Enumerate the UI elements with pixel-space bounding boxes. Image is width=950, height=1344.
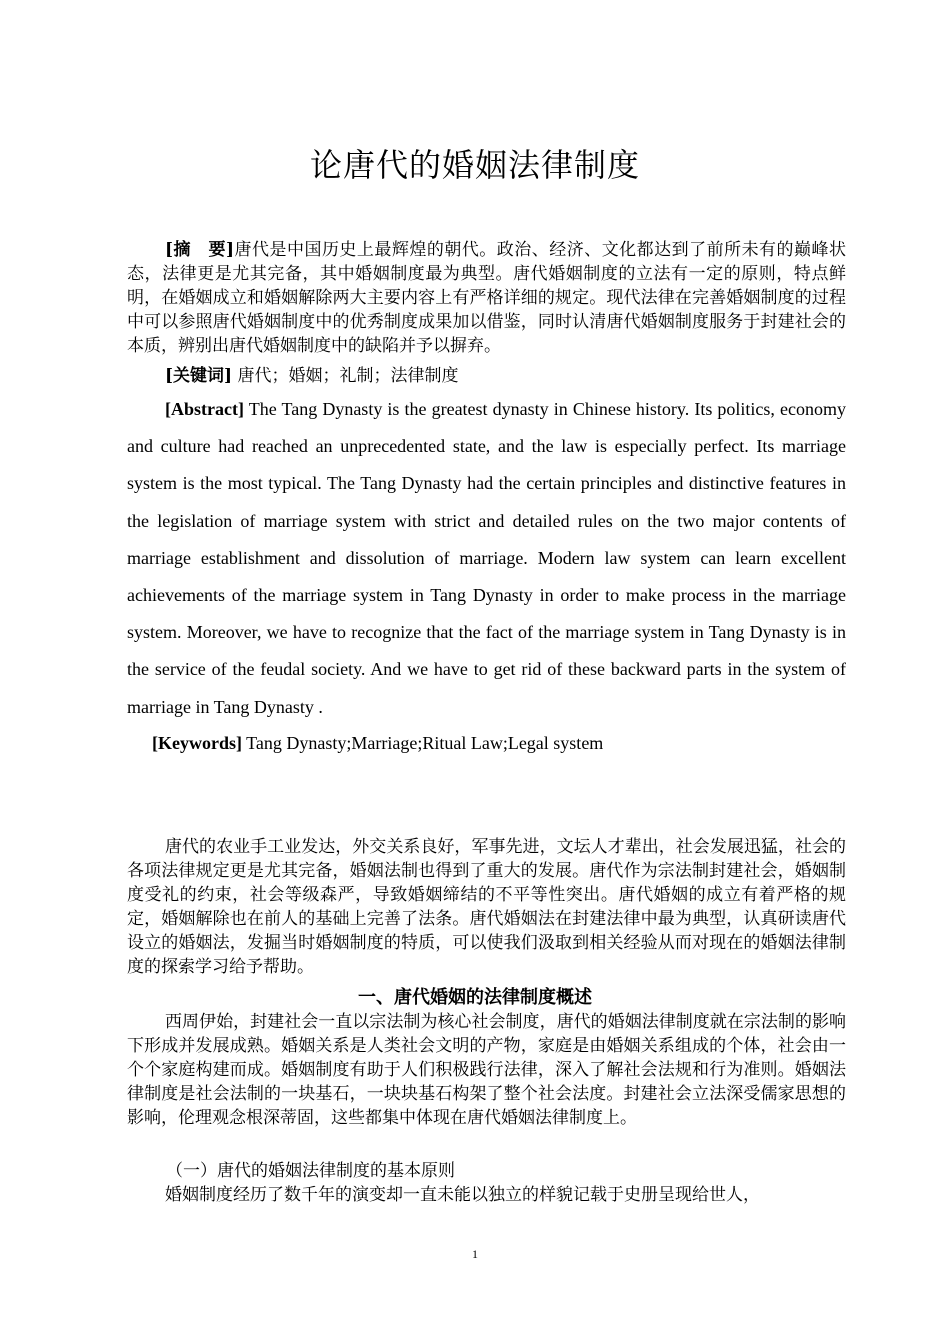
section-heading: 一、唐代婚姻的法律制度概述: [358, 987, 592, 1008]
chinese-abstract: [127, 238, 846, 358]
keywords-text: 唐代；婚姻；礼制；法律制度: [232, 366, 459, 386]
english-abstract-text: The Tang Dynasty is the greatest dynasty in Chinese history. Its politics, economy and culture had reached an unprecedented state, and the law is especially perfect. Its marriage system is the most typical. The Tang Dynasty had the certain principles and distinctive features in the legislation of marriage system with strict and detailed rules on the two major contents of marriage establishment and dissolution of marriage. Modern law system can learn excellent achievements of the marriage system in Tang Dynasty in order to make process in the marriage system. Moreover, we have to recognize that the fact of the marriage system in Tang Dynasty is in the service of the feudal society. And we have to get rid of these backward parts in the system of marriage in Tang Dynasty .: [127, 399, 846, 717]
subsection-paragraph: 婚姻制度经历了数千年的演变却一直未能以独立的样貌记载于史册呈现给世人，: [165, 1185, 760, 1205]
english-keywords-text: Tang Dynasty;Marriage;Ritual Law;Legal system: [241, 733, 604, 753]
intro-paragraph: 唐代的农业手工业发达，外交关系良好，军事先进，文坛人才辈出，社会发展迅猛，社会的各项法律规定更是尤其完备，婚姻法制也得到了重大的发展。唐代作为宗法制封建社会，婚姻制度受礼的约束，社会等级森严，导致婚姻缔结的不平等性突出。唐代婚姻的成立有着严格的规定，婚姻解除也在前人的基础上完善了法条。唐代婚姻法在封建法律中最为典型，认真研读唐代设立的婚姻法，发掘当时婚姻制度的特质，可以使我们汲取到相关经验从而对现在的婚姻法律制度的探索学习给予帮助。: [127, 837, 846, 977]
abstract-label: [摘 要]: [165, 240, 235, 260]
english-keywords-label: [Keywords]: [152, 733, 242, 753]
keywords-label: [关键词]: [165, 366, 233, 386]
section-paragraph: 西周伊始，封建社会一直以宗法制为核心社会制度，唐代的婚姻法律制度就在宗法制的影响下形成并发展成熟。婚姻关系是人类社会文明的产物，家庭是由婚姻关系组成的个体，社会由一个个家庭构建而成。婚姻制度有助于人们积极践行法律，深入了解社会法规和行为准则。婚姻法律制度是社会法制的一块基石，一块块基石构架了整个社会法度。封建社会立法深受儒家思想的影响，伦理观念根深蒂固，这些都集中体现在唐代婚姻法律制度上。: [127, 1012, 846, 1128]
english-keywords: [127, 725, 846, 762]
chinese-keywords: [127, 364, 846, 388]
page-number: 1: [472, 1247, 478, 1261]
english-abstract-label: [Abstract]: [165, 399, 244, 419]
abstract-text: 唐代是中国历史上最辉煌的朝代。政治、经济、文化都达到了前所未有的巅峰状态，法律更是尤其完备，其中婚姻制度最为典型。唐代婚姻制度的立法有一定的原则，特点鲜明，在婚姻成立和婚姻解除两大主要内容上有严格详细的规定。现代法律在完善婚姻制度的过程中可以参照唐代婚姻制度中的优秀制度成果加以借鉴，同时认清唐代婚姻制度服务于封建社会的本质，辨别出唐代婚姻制度中的缺陷并予以摒弃。: [127, 240, 846, 356]
paper-title: 论唐代的婚姻法律制度: [309, 146, 640, 184]
subsection-heading: （一）唐代的婚姻法律制度的基本原则: [166, 1161, 455, 1181]
english-abstract: [127, 391, 846, 726]
